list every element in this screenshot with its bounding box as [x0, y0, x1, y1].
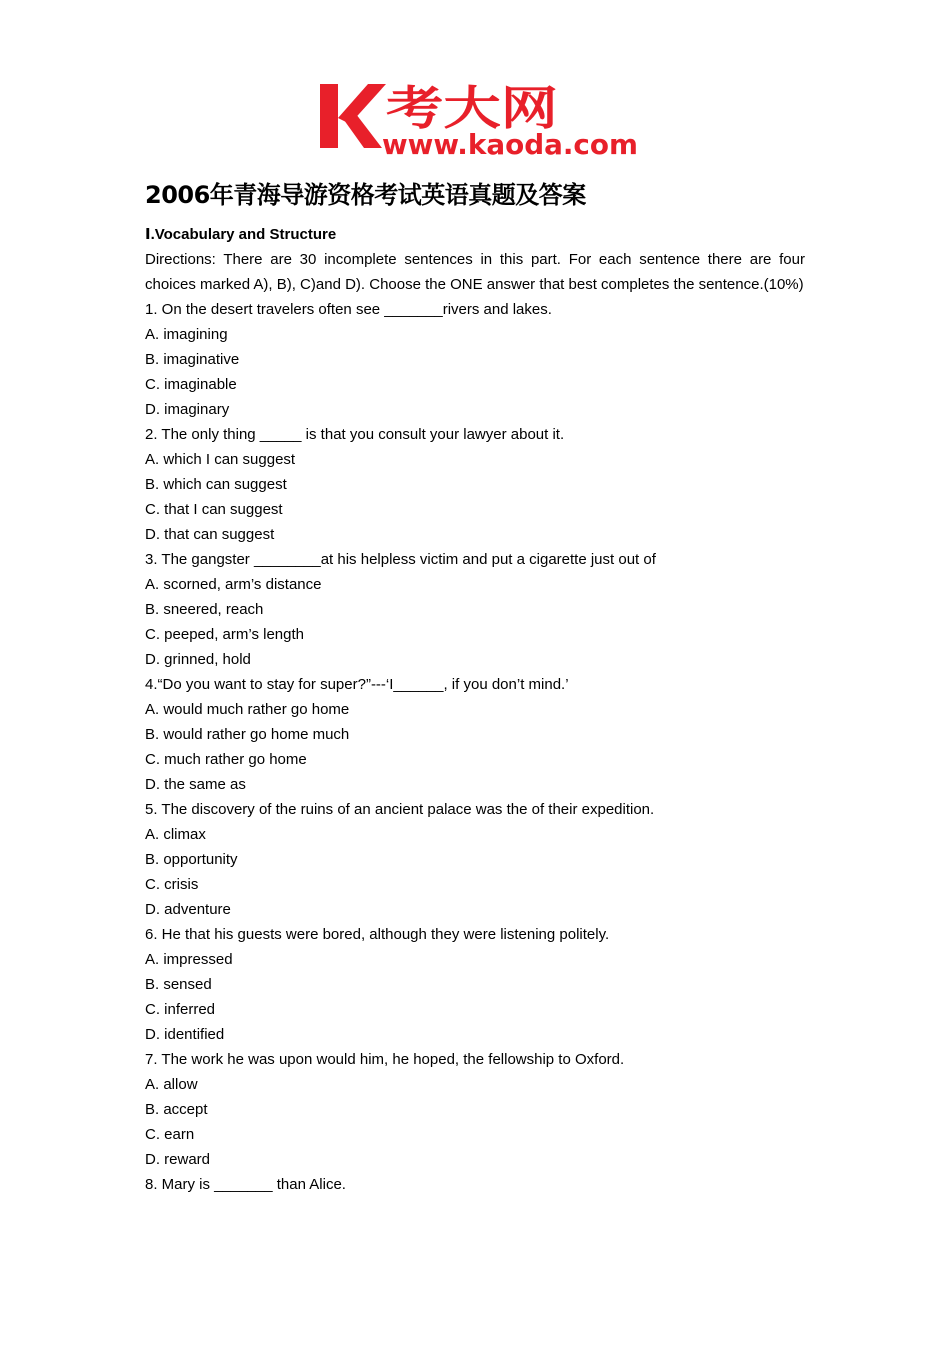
question-text: 7. The work he was upon would him, he hoped, the fellowship to Oxford.: [145, 1051, 625, 1068]
kaoda-logo: [316, 74, 640, 160]
logo-chinese-text: 考大网: [386, 81, 558, 135]
document-body: [145, 222, 805, 1197]
question-text: 6. He that his guests were bored, although they were listening politely.: [145, 926, 610, 943]
answer-option: A. climax: [145, 826, 206, 843]
answer-option: B. accept: [145, 1101, 208, 1118]
answer-option: A. impressed: [145, 951, 233, 968]
question-text: 2. The only thing _____ is that you consult your lawyer about it.: [145, 426, 565, 443]
answer-option: D. identified: [145, 1026, 225, 1043]
answer-option: C. crisis: [145, 876, 199, 893]
answer-option: A. allow: [145, 1076, 198, 1093]
answer-option: D. grinned, hold: [145, 651, 251, 668]
answer-option: C. peeped, arm’s length: [145, 626, 304, 643]
answer-option: B. would rather go home much: [145, 726, 350, 743]
page-title: 2006年青海导游资格考试英语真题及答案: [145, 181, 586, 209]
answer-option: A. would much rather go home: [145, 701, 350, 718]
answer-option: C. imaginable: [145, 376, 237, 393]
question-text: 4.“Do you want to stay for super?”---‘I______, if you don’t mind.’: [145, 676, 569, 693]
answer-option: C. earn: [145, 1126, 195, 1143]
answer-option: D. imaginary: [145, 401, 230, 418]
logo-url-text: www.kaoda.com: [382, 128, 638, 160]
question-list: [145, 297, 805, 1197]
k-mark-icon: [320, 84, 386, 148]
directions-paragraph: Directions: There are 30 incomplete sentences in this part. For each sentence there are four choices marked A), B), C)and D). Choose the ONE answer that best completes the sentence.(10%): [145, 251, 805, 293]
answer-option: A. imagining: [145, 326, 228, 343]
answer-option: A. which I can suggest: [145, 451, 296, 468]
answer-option: B. sensed: [145, 976, 212, 993]
answer-option: A. scorned, arm’s distance: [145, 576, 322, 593]
answer-option: D. that can suggest: [145, 526, 275, 543]
answer-option: D. adventure: [145, 901, 231, 918]
answer-option: C. much rather go home: [145, 751, 307, 768]
answer-option: B. opportunity: [145, 851, 238, 868]
answer-option: D. the same as: [145, 776, 246, 793]
question-text: 5. The discovery of the ruins of an ancient palace was the of their expedition.: [145, 801, 655, 818]
answer-option: B. imaginative: [145, 351, 240, 368]
question-text: 1. On the desert travelers often see _______rivers and lakes.: [145, 301, 552, 318]
answer-option: B. which can suggest: [145, 476, 287, 493]
answer-option: C. that I can suggest: [145, 501, 283, 518]
answer-option: D. reward: [145, 1151, 211, 1168]
answer-option: C. inferred: [145, 1001, 216, 1018]
section-heading: Ⅰ.Vocabulary and Structure: [145, 226, 337, 243]
question-text: 3. The gangster ________at his helpless victim and put a cigarette just out of: [145, 551, 656, 568]
question-text: 8. Mary is _______ than Alice.: [145, 1176, 346, 1193]
answer-option: B. sneered, reach: [145, 601, 264, 618]
